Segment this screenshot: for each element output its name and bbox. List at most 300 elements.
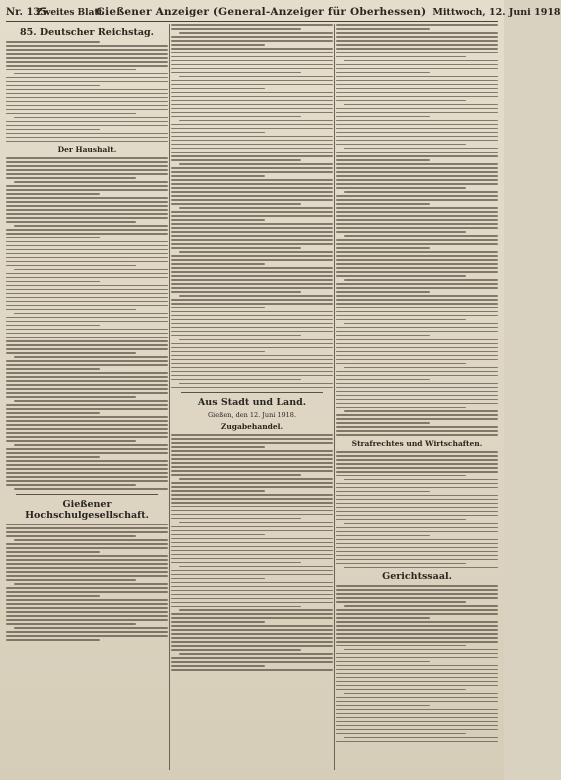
text-line (6, 527, 168, 529)
text-line (336, 709, 498, 711)
text-line (344, 737, 498, 739)
text-line (6, 177, 136, 179)
text-line (344, 605, 498, 607)
text-line (171, 44, 265, 46)
text-line (6, 113, 136, 115)
text-line (6, 607, 168, 609)
text-line (6, 53, 168, 55)
text-line (336, 243, 498, 245)
text-line (6, 416, 168, 418)
text-line (6, 205, 168, 207)
text-line (171, 446, 265, 448)
text-line (336, 617, 430, 619)
text-line (6, 472, 168, 474)
text-line (336, 689, 466, 691)
text-line (179, 251, 333, 253)
text-line (336, 391, 498, 393)
text-line (336, 303, 498, 305)
text-line (14, 117, 168, 119)
text-line (336, 327, 498, 329)
text-line (336, 503, 498, 505)
text-line (171, 279, 333, 281)
text-line (171, 498, 333, 500)
text-line (171, 283, 333, 285)
text-line (6, 599, 168, 601)
text-line (6, 551, 100, 553)
section-heading: Aus Stadt und Land. (197, 397, 307, 409)
text-line (6, 241, 168, 243)
text-line (171, 526, 333, 528)
text-line (171, 211, 333, 213)
text-line (6, 141, 168, 143)
text-line (179, 566, 333, 568)
text-line (336, 291, 430, 293)
text-line (336, 721, 498, 723)
text-line (6, 305, 168, 307)
text-line (171, 474, 301, 476)
text-line (14, 269, 168, 271)
text-line (171, 661, 333, 663)
text-line (171, 24, 333, 26)
text-line (336, 171, 498, 173)
text-line (6, 169, 168, 171)
text-line (179, 207, 333, 209)
text-line (336, 491, 430, 493)
text-line (6, 611, 168, 613)
newspaper-title: Gießener Anzeiger (General-Anzeiger für Oberhessen) (96, 6, 427, 18)
text-line (6, 97, 168, 99)
text-line (171, 578, 265, 580)
text-line (336, 559, 498, 561)
column-2 (171, 24, 333, 772)
text-line (6, 197, 168, 199)
text-line (6, 476, 168, 478)
text-line (336, 426, 498, 428)
text-line (6, 293, 168, 295)
text-line (336, 375, 498, 377)
text-line (171, 458, 333, 460)
text-line (6, 309, 136, 311)
text-line (6, 543, 168, 545)
text-line (336, 56, 466, 58)
text-line (179, 383, 333, 385)
article-heading: 85. Deutscher Reichstag. (20, 27, 154, 38)
text-line (336, 741, 498, 743)
text-line (6, 547, 168, 549)
text-line (6, 639, 100, 641)
text-line (344, 523, 498, 525)
text-line (336, 601, 466, 603)
text-line (6, 555, 168, 557)
text-line (171, 88, 265, 90)
text-line (336, 140, 498, 142)
text-line (6, 109, 168, 111)
text-line (6, 209, 168, 211)
article-heading: Gießener Hochschulgesellschaft. (25, 498, 149, 521)
text-line (336, 399, 498, 401)
text-line (171, 649, 301, 651)
text-line (171, 303, 333, 305)
text-line (6, 57, 168, 59)
text-line (14, 488, 168, 490)
text-line (336, 183, 498, 185)
text-line (171, 100, 333, 102)
text-line (171, 558, 333, 560)
text-line (171, 550, 333, 552)
text-line (171, 191, 333, 193)
article-heading: Strafrechtes und Wirtschaften. (351, 438, 483, 448)
text-line (6, 535, 136, 537)
text-line (171, 327, 333, 329)
text-line (171, 450, 333, 452)
issue-number: Nr. 135 (6, 7, 48, 18)
text-line (171, 669, 333, 671)
text-line (6, 571, 168, 573)
text-line (6, 603, 168, 605)
text-line (14, 313, 168, 315)
text-line (336, 422, 430, 424)
text-line (336, 507, 498, 509)
text-line (336, 247, 430, 249)
text-line (171, 490, 265, 492)
text-line (336, 32, 498, 34)
text-line (179, 76, 333, 78)
text-line (171, 606, 301, 608)
text-line (171, 319, 333, 321)
text-line (171, 510, 333, 512)
text-line (171, 641, 333, 643)
text-line (336, 88, 498, 90)
text-line (171, 530, 333, 532)
text-line (336, 271, 498, 273)
text-line (171, 347, 333, 349)
text-line (171, 434, 333, 436)
text-line (6, 531, 168, 533)
text-line (336, 519, 466, 521)
text-line (6, 137, 168, 139)
text-line (336, 112, 498, 114)
text-line (336, 379, 430, 381)
text-line (179, 653, 333, 655)
text-line (171, 179, 333, 181)
text-line (336, 231, 466, 233)
text-line (171, 52, 333, 54)
text-line (336, 275, 466, 277)
text-line (336, 705, 430, 707)
text-line (6, 133, 168, 135)
text-line (171, 243, 333, 245)
text-line (336, 347, 498, 349)
text-line (14, 181, 168, 183)
text-line (171, 542, 333, 544)
text-line (6, 89, 168, 91)
text-line (171, 621, 265, 623)
text-line (336, 455, 498, 457)
text-line (6, 253, 168, 255)
text-line (171, 602, 333, 604)
text-line (171, 287, 333, 289)
text-line (344, 191, 498, 193)
text-line (336, 343, 498, 345)
text-line (6, 329, 168, 331)
text-line (336, 227, 498, 229)
text-line (6, 49, 168, 51)
text-line (336, 487, 498, 489)
text-line (171, 28, 301, 30)
text-line (336, 633, 498, 635)
text-line (336, 733, 466, 735)
text-line (6, 165, 168, 167)
text-line (336, 535, 430, 537)
text-line (336, 459, 498, 461)
text-line (14, 73, 168, 75)
text-line (171, 247, 301, 249)
text-line (171, 617, 333, 619)
text-line (171, 665, 265, 667)
text-line (336, 124, 498, 126)
text-line (171, 60, 333, 62)
text-line (14, 400, 168, 402)
text-line (336, 685, 498, 687)
text-line (179, 163, 333, 165)
text-line (6, 372, 168, 374)
text-line (6, 265, 136, 267)
text-line (171, 203, 301, 205)
text-line (6, 325, 100, 327)
text-line (171, 343, 333, 345)
text-line (171, 379, 301, 381)
text-line (171, 625, 333, 627)
text-line (344, 567, 498, 569)
text-line (171, 159, 301, 161)
text-line (6, 376, 168, 378)
text-line (336, 223, 498, 225)
text-line (6, 364, 168, 366)
text-line (171, 554, 333, 556)
text-line (336, 207, 498, 209)
text-line (6, 317, 168, 319)
text-line (336, 335, 430, 337)
text-line (336, 175, 498, 177)
text-line (336, 155, 498, 157)
text-line (6, 615, 168, 617)
text-line (336, 199, 498, 201)
text-line (171, 331, 333, 333)
text-line (171, 633, 333, 635)
text-line (336, 144, 466, 146)
text-line (336, 331, 498, 333)
text-line (336, 729, 498, 731)
text-line (179, 522, 333, 524)
text-line (336, 211, 498, 213)
text-line (6, 388, 168, 390)
text-line (336, 179, 498, 181)
text-line (336, 363, 466, 365)
text-line (171, 442, 333, 444)
text-line (6, 452, 168, 454)
text-line (171, 112, 333, 114)
text-line (6, 344, 168, 346)
text-line (171, 582, 333, 584)
text-line (336, 713, 498, 715)
article-text (171, 24, 333, 388)
text-line (6, 61, 168, 63)
text-line (336, 187, 466, 189)
text-line (336, 72, 430, 74)
text-line (6, 380, 168, 382)
text-line (344, 649, 498, 651)
text-line (171, 387, 333, 389)
text-line (6, 237, 100, 239)
text-line (336, 96, 498, 98)
text-line (336, 339, 498, 341)
article-heading: Zugabehandel. (220, 422, 284, 432)
article-text (336, 585, 498, 742)
text-line (171, 219, 265, 221)
text-line (344, 148, 498, 150)
text-line (6, 69, 136, 71)
text-line (171, 199, 333, 201)
text-line (171, 108, 333, 110)
text-line (336, 547, 498, 549)
text-line (6, 635, 168, 637)
text-line (336, 40, 498, 42)
text-line (344, 693, 498, 695)
text-line (336, 163, 498, 165)
text-line (171, 132, 265, 134)
text-line (336, 128, 498, 130)
text-line (344, 104, 498, 106)
text-line (336, 299, 498, 301)
text-line (336, 653, 498, 655)
text-line (14, 356, 168, 358)
text-line (171, 629, 333, 631)
article-text (336, 24, 498, 436)
text-line (336, 625, 498, 627)
text-line (336, 383, 498, 385)
text-line (6, 575, 168, 577)
text-line (171, 502, 333, 504)
text-line (336, 319, 466, 321)
text-line (171, 56, 333, 58)
text-line (336, 28, 430, 30)
column-separator (169, 24, 170, 770)
sheet-label: Zweites Blatt (36, 8, 103, 18)
text-line (336, 609, 498, 611)
text-line (6, 579, 136, 581)
text-line (6, 257, 168, 259)
text-line (336, 657, 498, 659)
text-line (171, 215, 333, 217)
text-line (6, 392, 168, 394)
text-line (6, 480, 168, 482)
text-line (336, 136, 498, 138)
text-line (171, 231, 333, 233)
text-line (336, 219, 498, 221)
text-line (6, 261, 168, 263)
text-line (6, 289, 168, 291)
text-line (6, 105, 168, 107)
text-line (171, 140, 333, 142)
text-line (171, 275, 333, 277)
text-line (6, 157, 168, 159)
text-line (6, 125, 168, 127)
text-line (336, 311, 498, 313)
text-line (171, 136, 333, 138)
text-line (14, 444, 168, 446)
text-line (171, 470, 333, 472)
text-line (336, 585, 498, 587)
text-line (336, 152, 498, 154)
text-line (336, 467, 498, 469)
text-line (171, 534, 265, 536)
issue-date: Mittwoch, 12. Juni 1918 (432, 7, 561, 18)
article-text (6, 41, 168, 142)
text-line (171, 482, 333, 484)
text-line (336, 414, 498, 416)
text-line (171, 267, 333, 269)
text-line (336, 555, 498, 557)
text-line (6, 297, 168, 299)
text-line (336, 351, 498, 353)
text-line (171, 155, 333, 157)
text-line (6, 101, 168, 103)
text-line (336, 283, 498, 285)
text-line (336, 267, 498, 269)
text-line (171, 299, 333, 301)
text-line (171, 438, 333, 440)
text-line (336, 120, 498, 122)
text-line (6, 185, 168, 187)
text-line (336, 527, 498, 529)
text-line (336, 195, 498, 197)
text-line (6, 201, 168, 203)
text-line (336, 48, 498, 50)
text-line (171, 84, 333, 86)
text-line (336, 359, 498, 361)
text-line (336, 255, 498, 257)
text-line (336, 263, 498, 265)
text-line (336, 451, 498, 453)
section-divider (181, 392, 323, 393)
text-line (171, 351, 265, 353)
dateline: Gießen, den 12. Juni 1918. (207, 411, 297, 420)
text-line (336, 543, 498, 545)
text-line (336, 287, 498, 289)
text-line (171, 271, 333, 273)
text-line (171, 466, 333, 468)
text-line (6, 301, 168, 303)
text-line (336, 52, 498, 54)
text-line (171, 570, 333, 572)
text-line (6, 408, 168, 410)
text-line (336, 665, 498, 667)
text-line (336, 697, 498, 699)
text-line (336, 76, 498, 78)
text-line (6, 348, 168, 350)
text-line (6, 448, 168, 450)
text-line (6, 81, 168, 83)
text-line (171, 96, 333, 98)
text-line (171, 462, 333, 464)
text-line (6, 173, 168, 175)
text-line (336, 387, 498, 389)
text-line (171, 363, 333, 365)
text-line (336, 215, 498, 217)
text-line (336, 92, 498, 94)
text-line (171, 315, 333, 317)
text-line (14, 225, 168, 227)
